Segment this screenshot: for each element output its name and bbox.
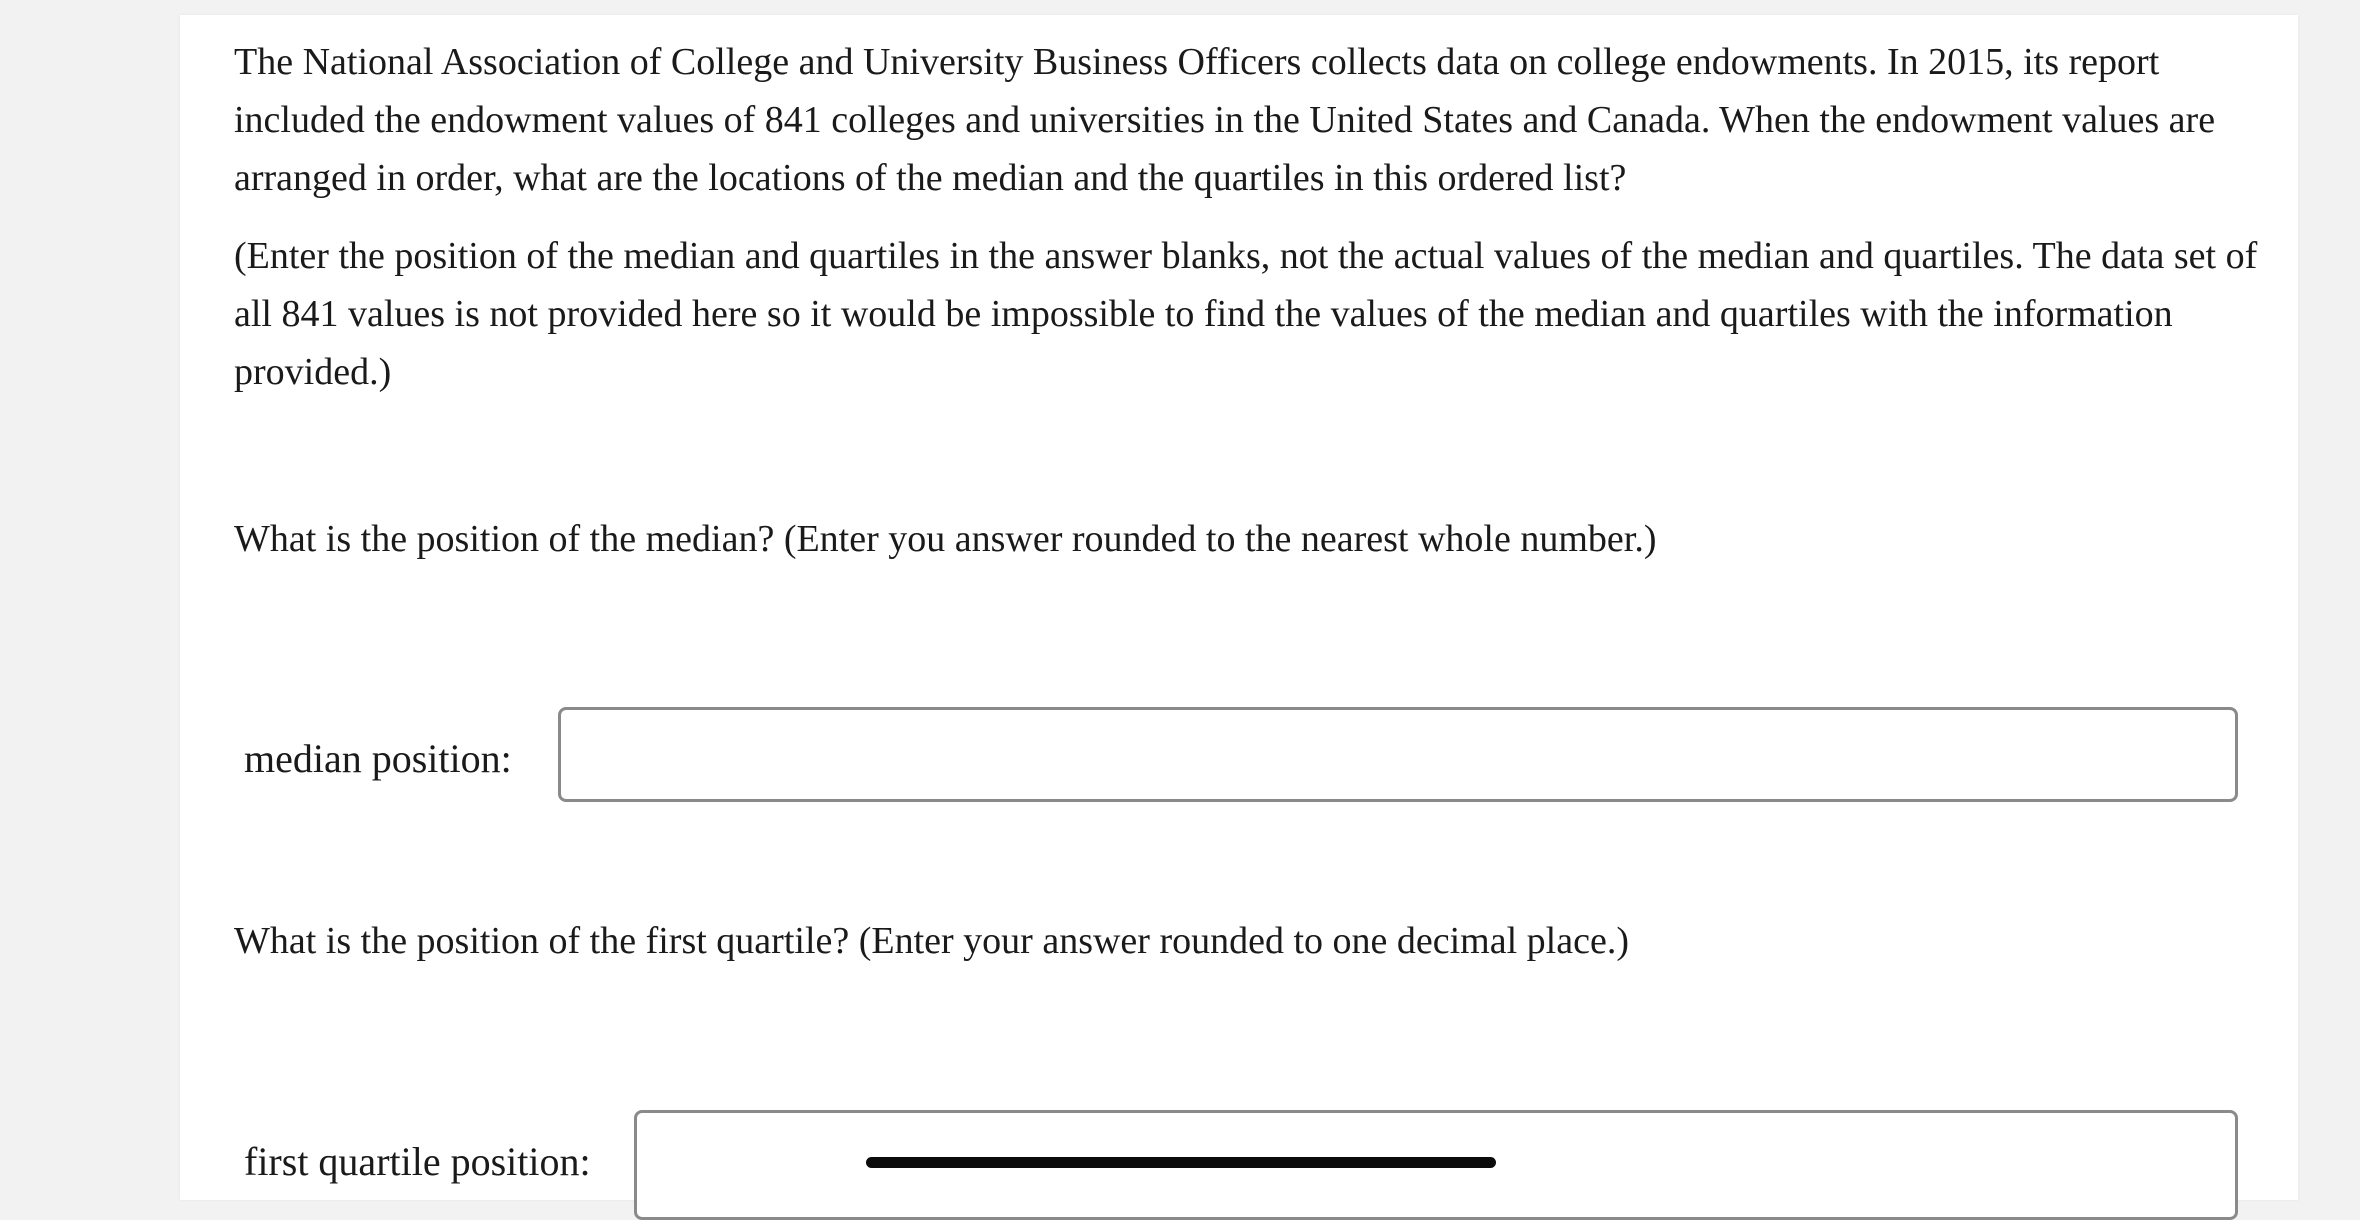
first-quartile-prompt: What is the position of the first quartile? (Enter your answer rounded to one decimal place.): [234, 920, 1629, 962]
question-card: [180, 15, 2298, 1200]
median-position-label: median position:: [244, 736, 512, 781]
text-cursor-bar: [866, 1157, 1496, 1168]
median-prompt: What is the position of the median? (Enter you answer rounded to the nearest whole number.): [234, 518, 1657, 560]
question-intro: The National Association of College and University Business Officers collects data on college endowments. In 2015, its report included the endowment values of 841 colleges and universities in the United States and Canada. When the endowment values are arranged in order, what are the locations of the median and the quartiles in this ordered list?: [234, 41, 2216, 199]
median-position-input[interactable]: [558, 707, 2238, 802]
first-quartile-position-label: first quartile position:: [244, 1139, 591, 1184]
question-instructions: (Enter the position of the median and quartiles in the answer blanks, not the actual values of the median and quartiles. The data set of all 841 values is not provided here so it would be impossible to find the values of the median and quartiles with the information provided.): [234, 235, 2258, 393]
